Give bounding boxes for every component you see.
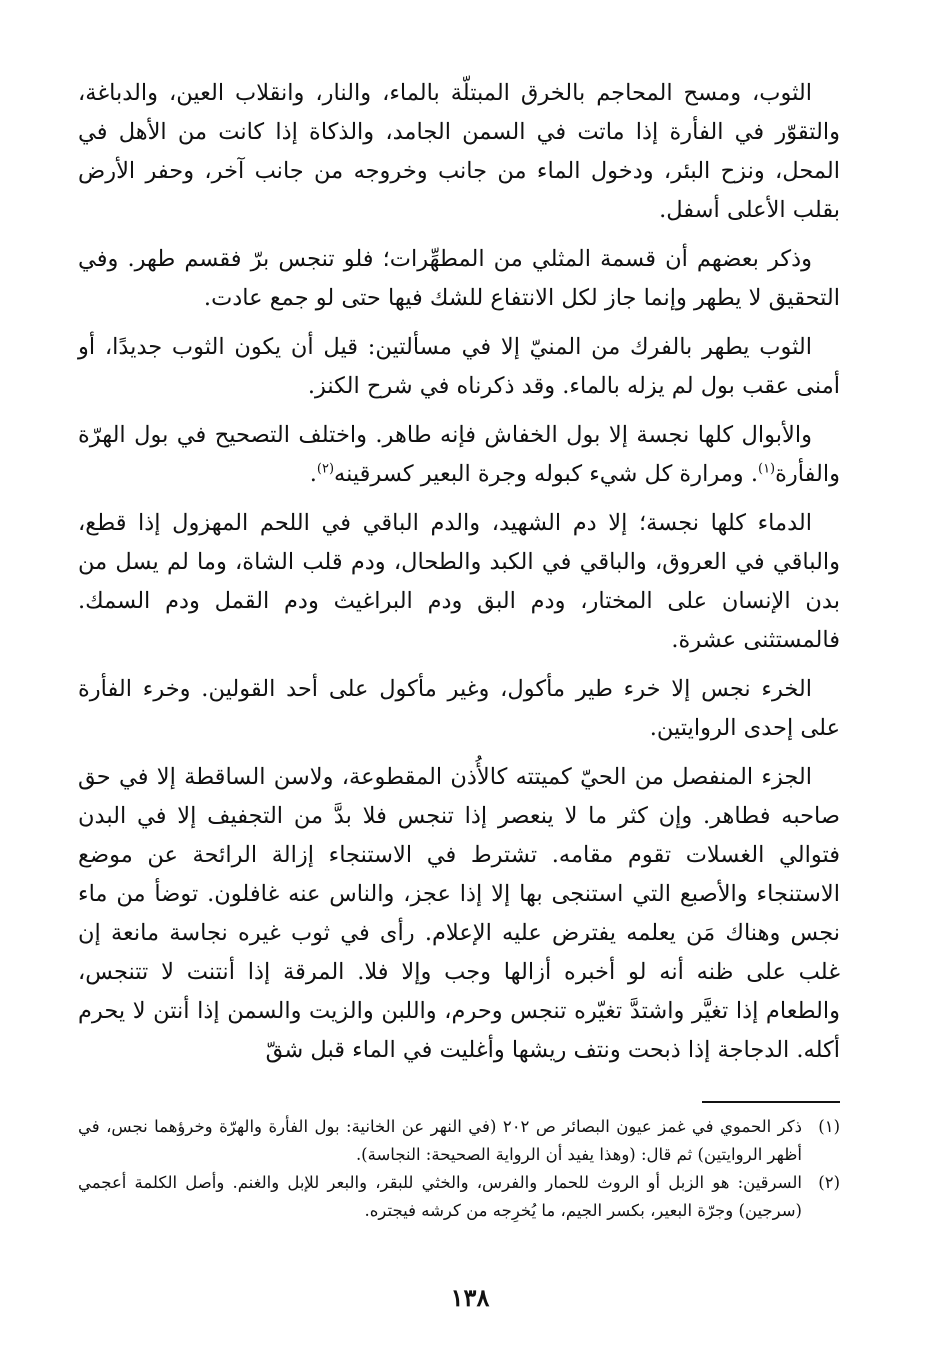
- main-text: [78, 74, 840, 1080]
- paragraph-blood: الدماء كلها نجسة؛ إلا دم الشهيد، والدم الباقي في اللحم المهزول إذا قطع، والباقي في العروق، والباقي في الكبد والطحال، ودم قلب الشاة، وما لم يسل من بدن الإنسان على المختار، ودم البق ودم البراغيث ودم القمل ودم السمك. فالمستثنى عشرة.: [78, 510, 840, 653]
- paragraph-urine: [78, 416, 840, 494]
- urine-text-part3: .: [309, 461, 317, 487]
- footnote-ref-2[interactable]: (٢): [316, 461, 335, 477]
- footnote-ref-1[interactable]: (١): [757, 461, 776, 477]
- urine-text-part1: والأبوال كلها نجسة إلا بول الخفاش فإنه طاهر. واختلف التصحيح في بول الهرّة والفأرة: [78, 422, 840, 487]
- urine-text-part2: . ومرارة كل شيء كبوله وجرة البعير كسرقينه: [334, 461, 758, 487]
- paragraph-excrement: الخرء نجس إلا خرء طير مأكول، وغير مأكول على أحد القولين. وخرء الفأرة على إحدى الروايتين.: [78, 676, 840, 741]
- footnote-1: [78, 1113, 840, 1169]
- footnote-text: ذكر الحموي في غمز عيون البصائر ص ٢٠٢ (في النهر عن الخانية: بول الفأرة والهرّة وخرؤهما نجس، في أظهر الروايتين) ثم قال: (وهذا يفيد أن الرواية الصحيحة: النجاسة).: [78, 1117, 802, 1164]
- paragraph-separated-part: الجزء المنفصل من الحيّ كميتته كالأُذن المقطوعة، ولاسن الساقطة إلا في حق صاحبه فطاهر. وإن كثر ما لا ينعصر إذا تنجس فلا بدَّ من التجفيف إلا في البدن فتوالي الغسلات تقوم مقامه. تشترط في الاستنجاء إزالة الرائحة عن موضع الاستنجاء والأصبع التي استنجى بها إلا إذا عجز، والناس عنه غافلون. توضأ من ماء نجس وهناك مَن يعلمه يفترض عليه الإعلام. رأى في ثوب غيره نجاسة مانعة إن غلب على ظنه أنه لو أخبره أزالها وجب وإلا فلا. المرقة إذا أنتنت لا تتنجس، والطعام إذا تغيَّر واشتدَّ تغيّره تنجس وحرم، واللبن والزيت والسمن إذا أنتن لا يحرم أكله. الدجاجة إذا ذبحت ونتف ريشها وأغليت في الماء قبل شقّ: [78, 764, 840, 1063]
- paragraph-division-of-fungibles: وذكر بعضهم أن قسمة المثلي من المطهِّرات؛ فلو تنجس برّ فقسم طهر. وفي التحقيق لا يطهر وإنما جاز لكل الانتفاع للشك فيها حتى لو جمع عادت.: [78, 246, 840, 311]
- footnote-number: (١): [818, 1117, 840, 1136]
- footnote-text: السرقين: هو الزبل أو الروث للحمار والفرس، والخثي للبقر، والبعر للإبل والغنم. وأصل الكلمة أعجمي (سرجين) وجرّة البعير، بكسر الجيم، ما يُخرِجه من كرشه فيجتره.: [78, 1173, 802, 1220]
- footnotes-section: [78, 1113, 840, 1225]
- footnote-number: (٢): [818, 1173, 840, 1192]
- page-number: ١٣٨: [450, 1283, 490, 1312]
- paragraph-purifiers-list: الثوب، ومسح المحاجم بالخرق المبتلّة بالماء، والنار، وانقلاب العين، والدباغة، والتقوّر في الفأرة إذا ماتت في السمن الجامد، والذكاة إذا كانت من الأهل في المحل، ونزح البئر، ودخول الماء من جانب وخروجه من جانب آخر، وحفر الأرض بقلب الأعلى أسفل.: [78, 80, 840, 223]
- paragraph-garment-rubbing: الثوب يطهر بالفرك من المنيّ إلا في مسألتين: قيل أن يكون الثوب جديدًا، أو أمنى عقب بول لم يزله بالماء. وقد ذكرناه في شرح الكنز.: [78, 334, 840, 399]
- footnote-divider: [702, 1101, 840, 1103]
- footnote-2: [78, 1169, 840, 1225]
